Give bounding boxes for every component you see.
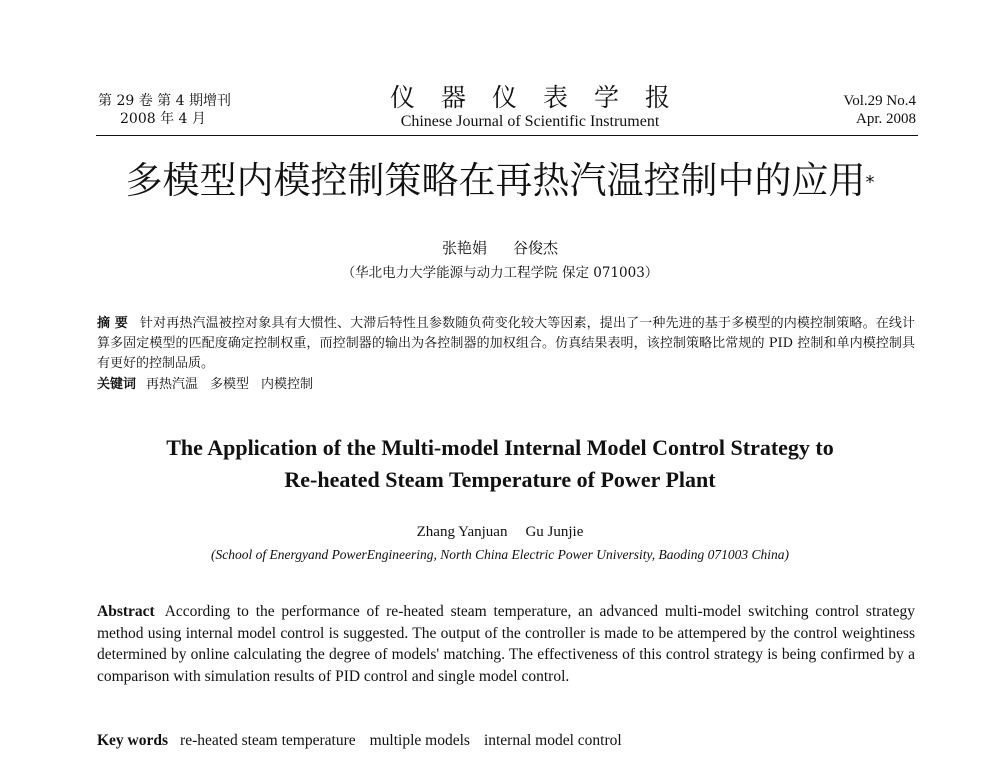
keyword-en: re-heated steam temperature <box>180 732 356 749</box>
journal-name-en: Chinese Journal of Scientific Instrument <box>400 113 660 130</box>
affiliation-cn: （华北电力大学能源与动力工程学院 保定 071003） <box>341 265 659 281</box>
abstract-en-text: According to the performance of re-heated steam temperature, an advanced multi-model switching control strategy method using internal model control is suggested. The output of the controller is made to be attempered by the control weightiness determined by online calculating the degree of models' matching. The effectiveness of this control strategy is being confirmed by a comparison with simulation results of PID control and single model control. <box>97 603 915 685</box>
header-left <box>98 92 231 128</box>
keywords-cn-label: 关键词 <box>97 377 137 392</box>
author-en-2: Gu Junjie <box>525 524 584 540</box>
header-right <box>843 92 916 128</box>
keyword-en: multiple models <box>369 732 470 749</box>
authors-cn <box>0 238 1000 258</box>
title-en-line-1: The Application of the Multi-model Internal Model Control Strategy to <box>166 435 834 460</box>
author-cn-1: 张艳娟 <box>441 239 487 257</box>
keywords-en <box>97 730 622 751</box>
authors-en <box>0 522 1000 542</box>
abstract-cn-text: 针对再热汽温被控对象具有大惯性、大滞后特性且参数随负荷变化较大等因素，提出了一种先进的基于多模型的内模控制策略。在线计算多固定模型的匹配度确定控制权重，而控制器的输出为各控制器的加权组合。仿真结果表明，该控制策略比常规的 PID 控制和单内模控制具有更好的控制品质。 <box>97 316 915 371</box>
keyword-cn: 再热汽温 <box>146 377 199 392</box>
keyword-cn: 内模控制 <box>261 377 314 392</box>
abstract-cn <box>97 314 915 374</box>
date-cn: 2008 年 4 月 <box>120 111 206 127</box>
header-rule <box>96 135 918 136</box>
abstract-en <box>97 601 915 687</box>
author-cn-2: 谷俊杰 <box>513 239 559 257</box>
title-cn-text: 多模型内模控制策略在再热汽温控制中的应用 <box>125 159 866 202</box>
affiliation-en: (School of Energyand PowerEngineering, North China Electric Power University, Baoding 071003 China) <box>210 547 790 562</box>
volume-en: Vol.29 No.4 <box>843 93 916 109</box>
abstract-en-label: Abstract <box>97 603 155 620</box>
title-en-line-2: Re-heated Steam Temperature of Power Plant <box>284 467 716 492</box>
journal-name-cn: 仪器仪表学报 <box>389 83 696 112</box>
title-en <box>0 432 1000 496</box>
abstract-cn-label: 摘 要 <box>97 316 128 331</box>
keywords-en-label: Key words <box>97 732 169 749</box>
title-cn <box>0 156 1000 206</box>
date-en: Apr. 2008 <box>856 111 916 127</box>
keywords-cn <box>97 375 313 395</box>
author-en-1: Zhang Yanjuan <box>416 524 508 540</box>
header-center <box>360 84 700 132</box>
keyword-en: internal model control <box>483 732 622 749</box>
volume-issue-cn: 第 29 卷 第 4 期增刊 <box>98 93 231 109</box>
title-footnote-mark: * <box>865 172 875 193</box>
keyword-cn: 多模型 <box>210 377 250 392</box>
